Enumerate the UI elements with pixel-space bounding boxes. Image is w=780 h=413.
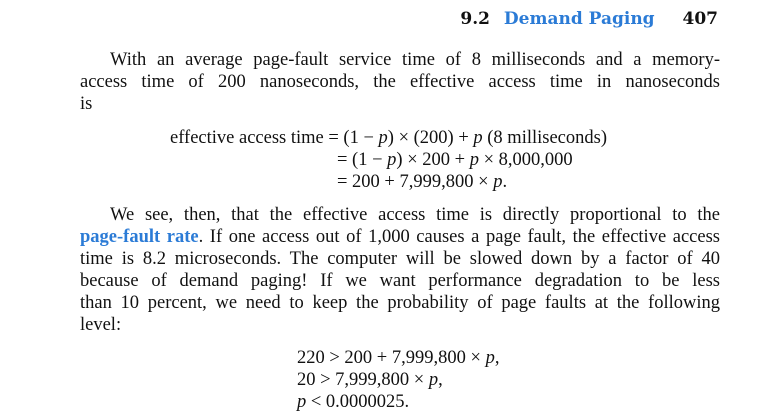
paragraph-line: page-fault rate. If one access out of 1,000 causes a page fault, the effective access	[80, 227, 720, 247]
paragraph-line: time is 8.2 microseconds. The computer will be slowed down by a factor of 40	[80, 249, 720, 269]
equation-line: effective access time = (1 − p) × (200) + p (8 milliseconds)	[170, 128, 607, 148]
equation-line: = (1 − p) × 200 + p × 8,000,000	[337, 150, 573, 170]
paragraph-line: because of demand paging! If we want performance degradation to be less	[80, 271, 720, 291]
paragraph-line: is	[80, 94, 93, 114]
paragraph-line: access time of 200 nanoseconds, the effective access time in nanoseconds	[80, 72, 720, 92]
inequality-line: p < 0.0000025.	[297, 392, 410, 412]
section-title: Demand Paging	[503, 9, 655, 29]
inequality-line: 20 > 7,999,800 × p,	[297, 370, 443, 390]
equation-line: = 200 + 7,999,800 × p.	[337, 172, 508, 192]
paragraph-analysis	[80, 204, 720, 336]
running-head	[460, 9, 718, 29]
inequality-line: 220 > 200 + 7,999,800 × p,	[297, 348, 500, 368]
section-number: 9.2	[460, 9, 490, 29]
page-number: 407	[682, 9, 718, 29]
paragraph-line: than 10 percent, we need to keep the probability of page faults at the following	[80, 293, 720, 313]
key-term[interactable]: page-fault rate	[80, 227, 199, 247]
paragraph-line: We see, then, that the effective access time is directly proportional to the	[110, 205, 720, 225]
paragraph-line: level:	[80, 315, 122, 335]
paragraph-line: With an average page-fault service time of 8 milliseconds and a memory-	[110, 50, 720, 70]
paragraph-intro	[80, 49, 720, 115]
